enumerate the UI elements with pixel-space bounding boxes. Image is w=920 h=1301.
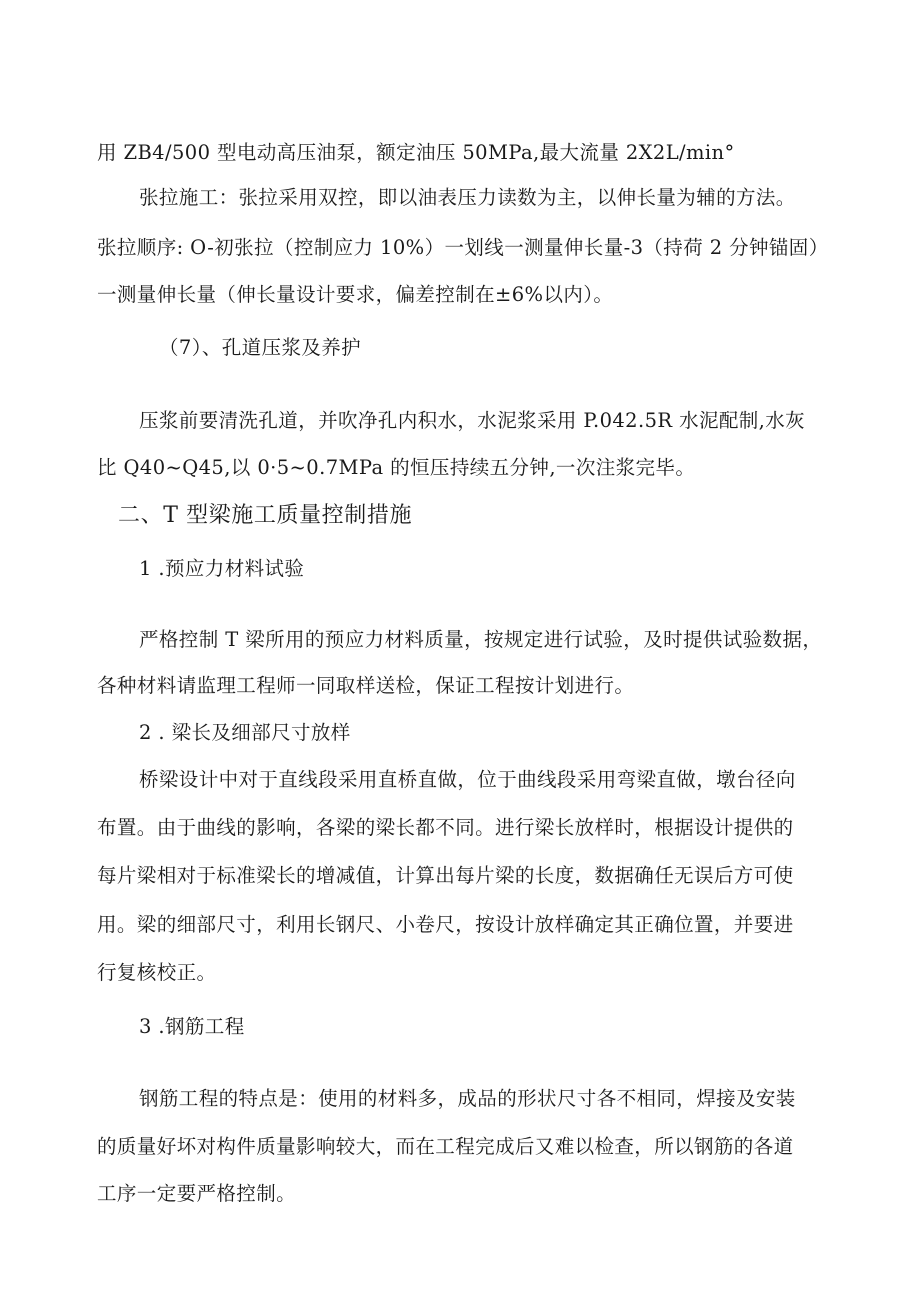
- paragraph-line: 严格控制 T 梁所用的预应力材料质量，按规定进行试验，及时提供试验数据，: [139, 628, 823, 651]
- paragraph-line: 的质量好坏对构件质量影响较大，而在工程完成后又难以检查，所以钢筋的各道: [97, 1135, 794, 1158]
- subsection-heading: 2 . 梁长及细部尺寸放样: [139, 721, 351, 744]
- paragraph-line: 各种材料请监理工程师一同取样送检，保证工程按计划进行。: [97, 674, 635, 697]
- subsection-heading: 3 .钢筋工程: [139, 1015, 245, 1038]
- paragraph-line: 用 ZB4/500 型电动高压油泵，额定油压 50MPa,最大流量 2X2L/min°: [97, 141, 735, 164]
- paragraph-line: 布置。由于曲线的影响，各梁的梁长都不同。进行梁长放样时，根据设计提供的: [97, 816, 794, 839]
- paragraph-line: 桥梁设计中对于直线段采用直桥直做，位于曲线段采用弯梁直做，墩台径向: [139, 768, 796, 791]
- paragraph-line: 张拉顺序: O-初张拉（控制应力 10%）一划线一测量伸长量-3（持荷 2 分钟锚固）: [97, 236, 829, 259]
- paragraph-line: 一测量伸长量（伸长量设计要求，偏差控制在±6%以内）。: [97, 283, 614, 306]
- paragraph-line: 张拉施工：张拉采用双控，即以油表压力读数为主，以伸长量为辅的方法。: [139, 186, 796, 209]
- paragraph-line: 压浆前要清洗孔道，并吹净孔内积水，水泥浆采用 P.042.5R 水泥配制,水灰: [139, 409, 806, 432]
- paragraph-line: 用。梁的细部尺寸，利用长钢尺、小卷尺，按设计放样确定其正确位置，并要进: [97, 913, 794, 936]
- section-heading: （7）、孔道压浆及养护: [159, 336, 362, 359]
- paragraph-line: 比 Q40~Q45,以 0·5~0.7MPa 的恒压持续五分钟,一次注浆完毕。: [97, 456, 696, 479]
- paragraph-line: 钢筋工程的特点是：使用的材料多，成品的形状尺寸各不相同，焊接及安装: [139, 1087, 796, 1110]
- paragraph-line: 行复核校正。: [97, 961, 217, 984]
- subsection-heading: 1 .预应力材料试验: [139, 557, 305, 580]
- paragraph-line: 工序一定要严格控制。: [97, 1182, 297, 1205]
- paragraph-line: 每片梁相对于标准梁长的增减值，计算出每片梁的长度，数据确任无误后方可使: [97, 864, 794, 887]
- chapter-heading: 二、T 型梁施工质量控制措施: [118, 503, 413, 528]
